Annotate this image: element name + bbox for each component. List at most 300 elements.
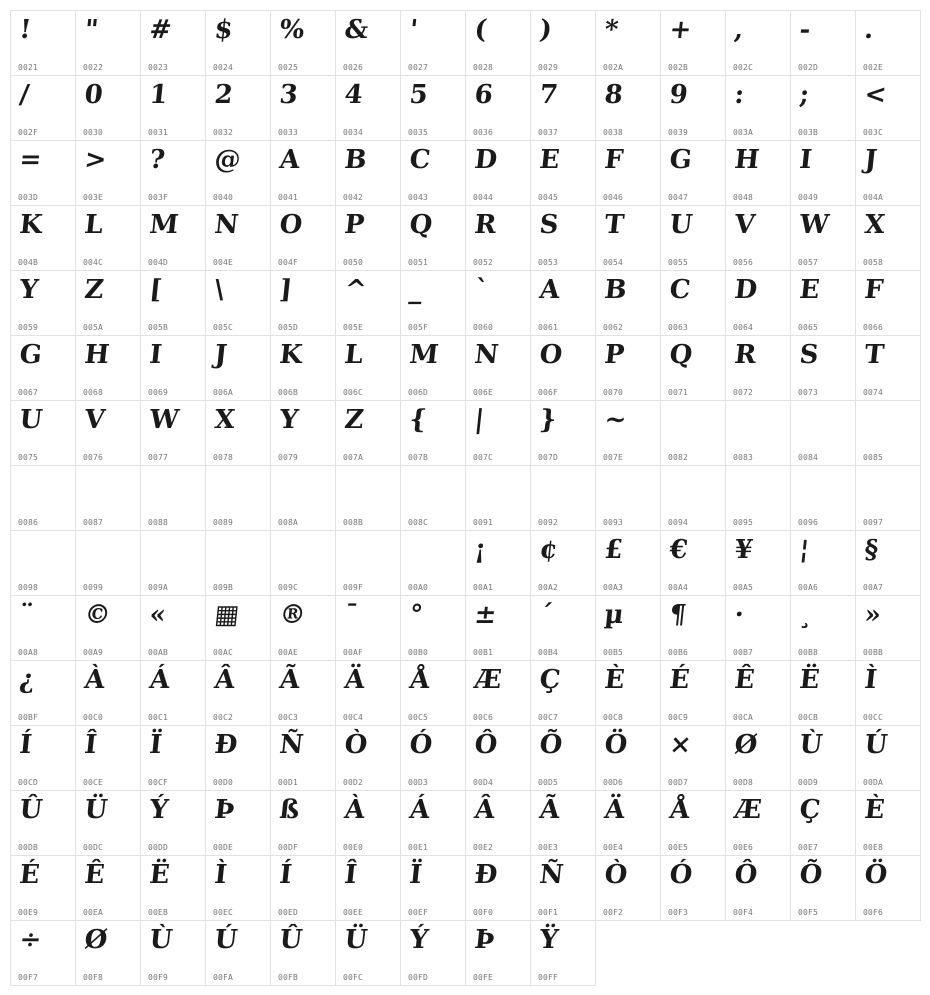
glyph-codepoint-label: 00F9 xyxy=(148,973,169,982)
glyph-codepoint-label: 0057 xyxy=(798,258,819,267)
glyph-cell xyxy=(400,920,466,986)
glyph-codepoint-label: 0030 xyxy=(83,128,104,137)
glyph-codepoint-label: 0027 xyxy=(408,63,429,72)
glyph-cell xyxy=(790,790,856,856)
glyph-cell xyxy=(465,595,531,661)
glyph-cell xyxy=(205,855,271,921)
glyph-sample: I xyxy=(798,145,813,175)
glyph-sample xyxy=(658,401,727,451)
glyph-sample: Ý xyxy=(408,925,429,955)
glyph-cell xyxy=(855,725,921,791)
glyph-codepoint-label: 00AF xyxy=(343,648,364,657)
glyph-cell xyxy=(465,10,531,76)
glyph-sample: ¯ xyxy=(343,600,359,630)
glyph-sample xyxy=(853,401,922,451)
glyph-cell xyxy=(400,790,466,856)
glyph-sample: D xyxy=(733,275,758,305)
glyph-cell xyxy=(10,660,76,726)
glyph-cell xyxy=(660,855,726,921)
glyph-cell xyxy=(530,790,596,856)
glyph-sample: $ xyxy=(213,15,234,45)
glyph-cell xyxy=(270,270,336,336)
glyph-sample: ± xyxy=(473,600,498,630)
glyph-sample: Ñ xyxy=(278,730,304,760)
glyph-sample: E xyxy=(798,275,821,305)
glyph-codepoint-label: 00A8 xyxy=(18,648,39,657)
glyph-cell xyxy=(465,855,531,921)
glyph-cell xyxy=(790,140,856,206)
glyph-codepoint-label: 00F6 xyxy=(863,908,884,917)
glyph-cell xyxy=(270,725,336,791)
glyph-sample: ¦ xyxy=(798,535,810,565)
glyph-codepoint-label: 0078 xyxy=(213,453,234,462)
glyph-sample: ¢ xyxy=(538,535,559,565)
glyph-sample: J xyxy=(863,145,878,175)
glyph-sample: } xyxy=(538,405,557,435)
glyph-codepoint-label: 00CF xyxy=(148,778,169,787)
glyph-cell xyxy=(465,660,531,726)
glyph-codepoint-label: 0092 xyxy=(538,518,559,527)
glyph-cell xyxy=(335,270,401,336)
glyph-cell xyxy=(270,595,336,661)
glyph-cell xyxy=(855,530,921,596)
glyph-sample: Ú xyxy=(213,925,238,955)
glyph-cell xyxy=(660,335,726,401)
glyph-sample: Õ xyxy=(538,730,563,760)
glyph-sample xyxy=(203,531,272,581)
glyph-cell xyxy=(660,660,726,726)
glyph-codepoint-label: 00F5 xyxy=(798,908,819,917)
glyph-cell xyxy=(75,140,141,206)
glyph-sample: Q xyxy=(408,210,433,240)
glyph-sample: µ xyxy=(603,600,625,630)
glyph-sample: Ú xyxy=(863,730,888,760)
glyph-sample xyxy=(658,466,727,516)
glyph-codepoint-label: 00E6 xyxy=(733,843,754,852)
glyph-codepoint-label: 004E xyxy=(213,258,234,267)
glyph-cell xyxy=(10,335,76,401)
glyph-sample: ] xyxy=(278,275,293,305)
glyph-codepoint-label: 0064 xyxy=(733,323,754,332)
glyph-sample: 4 xyxy=(343,80,364,110)
glyph-codepoint-label: 0079 xyxy=(278,453,299,462)
glyph-sample: B xyxy=(343,145,368,175)
glyph-cell xyxy=(205,140,271,206)
glyph-cell xyxy=(140,75,206,141)
glyph-codepoint-label: 0022 xyxy=(83,63,104,72)
glyph-codepoint-label: 0051 xyxy=(408,258,429,267)
glyph-sample xyxy=(723,401,792,451)
glyph-codepoint-label: 006D xyxy=(408,388,429,397)
glyph-cell xyxy=(790,660,856,726)
glyph-codepoint-label: 00E8 xyxy=(863,843,884,852)
glyph-sample xyxy=(593,466,662,516)
glyph-codepoint-label: 0071 xyxy=(668,388,689,397)
glyph-sample: ¿ xyxy=(18,665,36,695)
glyph-cell xyxy=(595,400,661,466)
glyph-cell xyxy=(725,790,791,856)
glyph-codepoint-label: 00FC xyxy=(343,973,364,982)
glyph-codepoint-label: 00E9 xyxy=(18,908,39,917)
glyph-cell xyxy=(790,595,856,661)
glyph-cell xyxy=(465,920,531,986)
glyph-sample: Î xyxy=(343,860,358,890)
glyph-cell xyxy=(595,790,661,856)
glyph-sample xyxy=(398,531,467,581)
glyph-sample: < xyxy=(863,80,888,110)
glyph-cell xyxy=(140,725,206,791)
glyph-codepoint-label: 0039 xyxy=(668,128,689,137)
glyph-sample: Õ xyxy=(798,860,823,890)
glyph-cell xyxy=(10,400,76,466)
glyph-codepoint-label: 00E4 xyxy=(603,843,624,852)
glyph-sample xyxy=(203,466,272,516)
glyph-codepoint-label: 006C xyxy=(343,388,364,397)
glyph-cell xyxy=(725,530,791,596)
glyph-codepoint-label: 007D xyxy=(538,453,559,462)
glyph-cell xyxy=(530,465,596,531)
glyph-cell xyxy=(270,400,336,466)
glyph-cell xyxy=(855,855,921,921)
glyph-cell xyxy=(270,920,336,986)
glyph-codepoint-label: 00F3 xyxy=(668,908,689,917)
glyph-codepoint-label: 0099 xyxy=(83,583,104,592)
glyph-sample: F xyxy=(863,275,884,305)
glyph-sample: È xyxy=(863,795,886,825)
glyph-cell xyxy=(465,400,531,466)
glyph-sample: ¥ xyxy=(733,535,754,565)
glyph-codepoint-label: 004D xyxy=(148,258,169,267)
glyph-sample: Î xyxy=(83,730,98,760)
glyph-codepoint-label: 00A9 xyxy=(83,648,104,657)
glyph-cell xyxy=(205,465,271,531)
glyph-codepoint-label: 007C xyxy=(473,453,494,462)
glyph-codepoint-label: 0028 xyxy=(473,63,494,72)
glyph-codepoint-label: 0063 xyxy=(668,323,689,332)
glyph-cell xyxy=(855,335,921,401)
glyph-cell xyxy=(725,400,791,466)
glyph-sample: R xyxy=(473,210,497,240)
glyph-codepoint-label: 006A xyxy=(213,388,234,397)
glyph-codepoint-label: 00BF xyxy=(18,713,39,722)
glyph-codepoint-label: 00FE xyxy=(473,973,494,982)
glyph-sample: É xyxy=(668,665,691,695)
glyph-codepoint-label: 00C8 xyxy=(603,713,624,722)
glyph-codepoint-label: 00CE xyxy=(83,778,104,787)
glyph-sample: Ç xyxy=(538,665,561,695)
glyph-codepoint-label: 0033 xyxy=(278,128,299,137)
glyph-sample: 8 xyxy=(603,80,624,110)
glyph-sample xyxy=(73,466,142,516)
glyph-codepoint-label: 0048 xyxy=(733,193,754,202)
glyph-codepoint-label: 00C0 xyxy=(83,713,104,722)
glyph-codepoint-label: 002D xyxy=(798,63,819,72)
glyph-cell xyxy=(205,595,271,661)
glyph-cell xyxy=(75,530,141,596)
glyph-cell xyxy=(75,400,141,466)
glyph-cell xyxy=(270,790,336,856)
glyph-codepoint-label: 008B xyxy=(343,518,364,527)
glyph-sample: M xyxy=(408,340,439,370)
glyph-cell xyxy=(400,335,466,401)
glyph-codepoint-label: 0061 xyxy=(538,323,559,332)
glyph-cell xyxy=(270,75,336,141)
glyph-sample: [ xyxy=(148,275,163,305)
glyph-sample: » xyxy=(863,600,882,630)
glyph-codepoint-label: 00A4 xyxy=(668,583,689,592)
glyph-codepoint-label: 00D6 xyxy=(603,778,624,787)
glyph-cell xyxy=(205,530,271,596)
glyph-codepoint-label: 00C3 xyxy=(278,713,299,722)
glyph-sample: Ä xyxy=(603,795,626,825)
glyph-codepoint-label: 0084 xyxy=(798,453,819,462)
glyph-cell xyxy=(140,400,206,466)
glyph-cell xyxy=(335,725,401,791)
glyph-codepoint-label: 006F xyxy=(538,388,559,397)
glyph-cell xyxy=(10,75,76,141)
glyph-sample: Ä xyxy=(343,665,366,695)
glyph-codepoint-label: 00C7 xyxy=(538,713,559,722)
glyph-sample xyxy=(528,466,597,516)
glyph-cell xyxy=(205,10,271,76)
glyph-sample: = xyxy=(18,145,43,175)
glyph-codepoint-label: 002F xyxy=(18,128,39,137)
glyph-cell xyxy=(595,270,661,336)
glyph-codepoint-label: 0097 xyxy=(863,518,884,527)
glyph-codepoint-label: 00D9 xyxy=(798,778,819,787)
glyph-cell xyxy=(595,530,661,596)
glyph-cell xyxy=(400,75,466,141)
glyph-sample: @ xyxy=(213,145,242,175)
glyph-sample: Y xyxy=(278,405,299,435)
glyph-sample: > xyxy=(83,145,108,175)
glyph-sample: Ë xyxy=(798,665,821,695)
glyph-codepoint-label: 008A xyxy=(278,518,299,527)
glyph-sample: X xyxy=(213,405,236,435)
glyph-cell xyxy=(400,595,466,661)
glyph-sample: Ø xyxy=(83,925,108,955)
glyph-cell xyxy=(400,465,466,531)
glyph-cell xyxy=(335,400,401,466)
glyph-codepoint-label: 00AC xyxy=(213,648,234,657)
glyph-cell xyxy=(530,335,596,401)
glyph-cell xyxy=(400,140,466,206)
glyph-codepoint-label: 00DB xyxy=(18,843,39,852)
glyph-codepoint-label: 004F xyxy=(278,258,299,267)
glyph-sample: W xyxy=(798,210,830,240)
glyph-cell xyxy=(335,595,401,661)
glyph-sample: ! xyxy=(18,15,32,45)
glyph-cell xyxy=(530,920,596,986)
glyph-sample: Ÿ xyxy=(538,925,559,955)
glyph-sample: Ã xyxy=(278,665,301,695)
glyph-sample: E xyxy=(538,145,561,175)
glyph-codepoint-label: 009A xyxy=(148,583,169,592)
glyph-cell xyxy=(270,530,336,596)
glyph-sample: € xyxy=(668,535,689,565)
glyph-codepoint-label: 0054 xyxy=(603,258,624,267)
glyph-cell xyxy=(75,660,141,726)
glyph-codepoint-label: 0040 xyxy=(213,193,234,202)
glyph-cell xyxy=(660,10,726,76)
glyph-cell xyxy=(530,140,596,206)
glyph-sample: ¡ xyxy=(473,535,487,565)
glyph-cell xyxy=(725,10,791,76)
glyph-cell xyxy=(595,855,661,921)
glyph-codepoint-label: 0035 xyxy=(408,128,429,137)
glyph-cell xyxy=(10,10,76,76)
glyph-sample: B xyxy=(603,275,628,305)
glyph-cell xyxy=(855,205,921,271)
glyph-cell xyxy=(855,140,921,206)
glyph-sample: H xyxy=(733,145,760,175)
glyph-codepoint-label: 0045 xyxy=(538,193,559,202)
glyph-cell xyxy=(595,595,661,661)
glyph-cell xyxy=(270,140,336,206)
glyph-codepoint-label: 00C5 xyxy=(408,713,429,722)
glyph-cell xyxy=(10,530,76,596)
glyph-codepoint-label: 00A2 xyxy=(538,583,559,592)
glyph-cell xyxy=(595,140,661,206)
glyph-cell xyxy=(660,465,726,531)
glyph-codepoint-label: 004C xyxy=(83,258,104,267)
glyph-codepoint-label: 0021 xyxy=(18,63,39,72)
glyph-sample: . xyxy=(863,15,875,45)
glyph-sample: Ü xyxy=(343,925,368,955)
glyph-codepoint-label: 00EA xyxy=(83,908,104,917)
glyph-cell xyxy=(75,855,141,921)
glyph-cell xyxy=(465,140,531,206)
glyph-cell xyxy=(205,335,271,401)
glyph-sample: V xyxy=(733,210,756,240)
glyph-cell xyxy=(725,205,791,271)
glyph-cell xyxy=(335,660,401,726)
glyph-sample: Ý xyxy=(148,795,169,825)
glyph-codepoint-label: 005E xyxy=(343,323,364,332)
glyph-cell xyxy=(335,205,401,271)
glyph-sample xyxy=(788,401,857,451)
glyph-codepoint-label: 00A3 xyxy=(603,583,624,592)
glyph-sample: | xyxy=(473,405,485,435)
glyph-cell xyxy=(400,400,466,466)
glyph-sample: ^ xyxy=(343,275,368,305)
glyph-codepoint-label: 0065 xyxy=(798,323,819,332)
glyph-codepoint-label: 00C4 xyxy=(343,713,364,722)
glyph-codepoint-label: 00B1 xyxy=(473,648,494,657)
glyph-sample: 0 xyxy=(83,80,104,110)
glyph-sample: Ì xyxy=(863,665,878,695)
glyph-sample: U xyxy=(18,405,43,435)
glyph-codepoint-label: 006B xyxy=(278,388,299,397)
glyph-cell xyxy=(465,465,531,531)
glyph-sample xyxy=(138,466,207,516)
glyph-codepoint-label: 003D xyxy=(18,193,39,202)
glyph-cell xyxy=(270,205,336,271)
glyph-sample: Í xyxy=(18,730,33,760)
glyph-cell xyxy=(140,335,206,401)
glyph-codepoint-label: 00F4 xyxy=(733,908,754,917)
glyph-codepoint-label: 003A xyxy=(733,128,754,137)
glyph-codepoint-label: 0072 xyxy=(733,388,754,397)
glyph-sample: O xyxy=(278,210,303,240)
glyph-sample: Ã xyxy=(538,795,561,825)
glyph-sample: « xyxy=(148,600,167,630)
glyph-sample: ¶ xyxy=(668,600,687,630)
glyph-codepoint-label: 0088 xyxy=(148,518,169,527)
glyph-sample: Ì xyxy=(213,860,228,890)
glyph-cell xyxy=(10,465,76,531)
glyph-cell xyxy=(465,790,531,856)
glyph-codepoint-label: 0031 xyxy=(148,128,169,137)
glyph-codepoint-label: 00B8 xyxy=(798,648,819,657)
glyph-sample: S xyxy=(538,210,559,240)
glyph-sample: C xyxy=(408,145,431,175)
glyph-cell xyxy=(725,140,791,206)
glyph-codepoint-label: 00DC xyxy=(83,843,104,852)
glyph-sample xyxy=(333,466,402,516)
glyph-cell xyxy=(530,660,596,726)
glyph-cell xyxy=(855,465,921,531)
glyph-cell xyxy=(660,595,726,661)
glyph-codepoint-label: 0042 xyxy=(343,193,364,202)
glyph-cell xyxy=(335,10,401,76)
glyph-sample: 2 xyxy=(213,80,234,110)
glyph-codepoint-label: 00A1 xyxy=(473,583,494,592)
glyph-sample xyxy=(8,531,77,581)
glyph-codepoint-label: 0041 xyxy=(278,193,299,202)
glyph-codepoint-label: 0043 xyxy=(408,193,429,202)
glyph-codepoint-label: 0055 xyxy=(668,258,689,267)
glyph-codepoint-label: 00D4 xyxy=(473,778,494,787)
glyph-codepoint-label: 00EE xyxy=(343,908,364,917)
glyph-sample: X xyxy=(863,210,886,240)
glyph-sample: S xyxy=(798,340,819,370)
glyph-cell xyxy=(335,335,401,401)
glyph-sample: Â xyxy=(213,665,236,695)
glyph-sample: Ó xyxy=(408,730,433,760)
glyph-sample: ® xyxy=(278,600,307,630)
glyph-codepoint-label: 002B xyxy=(668,63,689,72)
glyph-cell xyxy=(465,270,531,336)
glyph-sample: " xyxy=(83,15,99,45)
glyph-cell xyxy=(725,270,791,336)
glyph-cell xyxy=(595,75,661,141)
glyph-sample: : xyxy=(733,80,745,110)
glyph-cell xyxy=(660,400,726,466)
glyph-sample: H xyxy=(83,340,110,370)
glyph-cell xyxy=(10,205,76,271)
glyph-codepoint-label: 00E0 xyxy=(343,843,364,852)
glyph-sample: § xyxy=(863,535,879,565)
glyph-codepoint-label: 00B4 xyxy=(538,648,559,657)
glyph-sample: Æ xyxy=(733,795,763,825)
glyph-sample xyxy=(463,466,532,516)
glyph-cell xyxy=(75,270,141,336)
glyph-codepoint-label: 0053 xyxy=(538,258,559,267)
glyph-sample: Ö xyxy=(603,730,628,760)
glyph-cell xyxy=(205,205,271,271)
glyph-codepoint-label: 0098 xyxy=(18,583,39,592)
glyph-cell xyxy=(855,660,921,726)
glyph-codepoint-label: 00E2 xyxy=(473,843,494,852)
glyph-cell xyxy=(140,790,206,856)
glyph-codepoint-label: 0062 xyxy=(603,323,624,332)
glyph-sample: G xyxy=(18,340,43,370)
glyph-codepoint-label: 0056 xyxy=(733,258,754,267)
glyph-cell xyxy=(75,10,141,76)
glyph-cell xyxy=(660,725,726,791)
glyph-sample: U xyxy=(668,210,693,240)
